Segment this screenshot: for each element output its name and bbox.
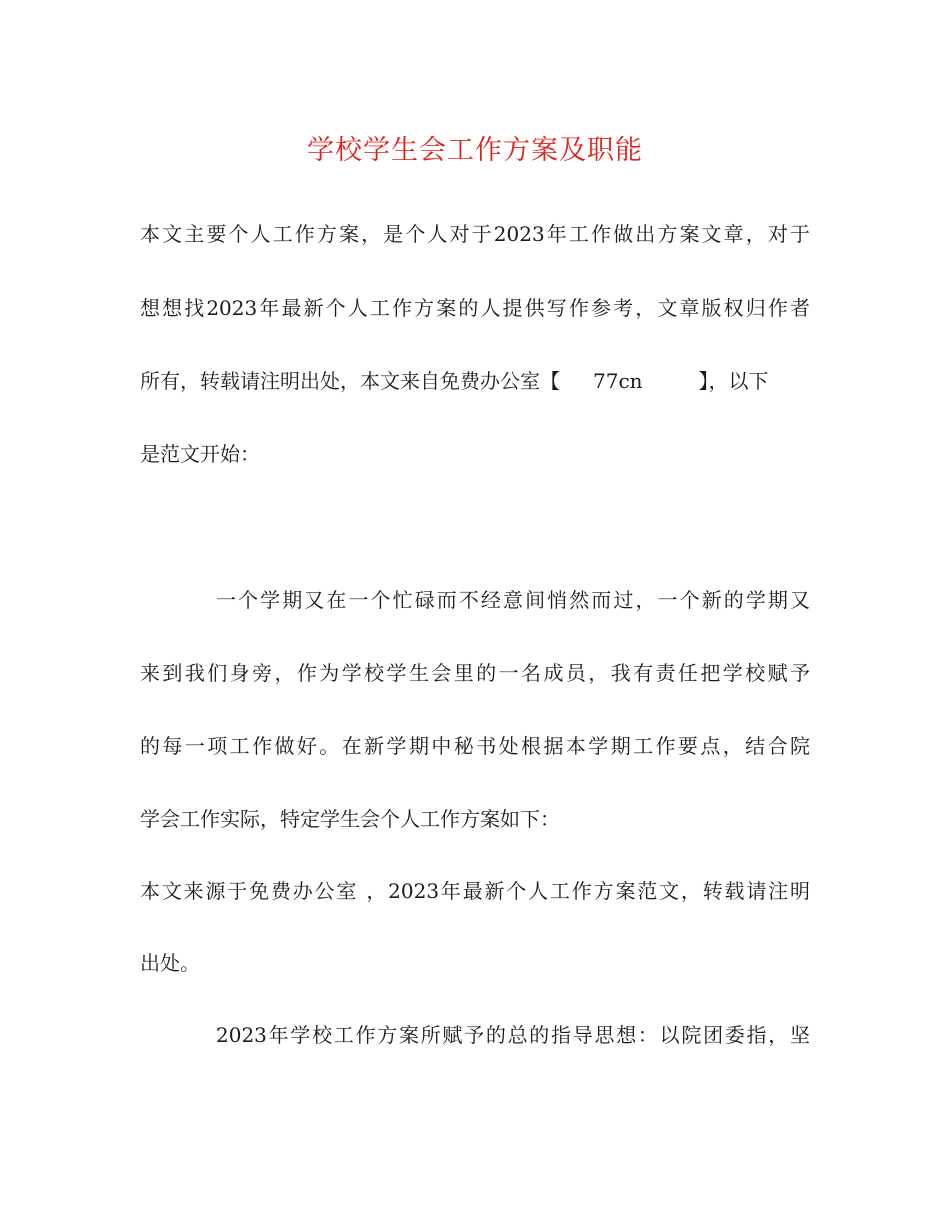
intro-line-3-text: 所有，转载请注明出处，本文来自免费办公室【 xyxy=(140,369,560,393)
intro-line-3 xyxy=(140,367,810,395)
intro-line-1: 本文主要个人工作方案，是个人对于2023年工作做出方案文章，对于 xyxy=(140,222,810,246)
intro-line-3-end: 】，以下 xyxy=(698,369,769,393)
paragraph-1-line-2: 来到我们身旁，作为学校学生会里的一名成员，我有责任把学校赋予 xyxy=(140,661,810,685)
intro-line-4: 是范文开始： xyxy=(140,442,260,466)
source-note-line-2: 出处。 xyxy=(140,951,200,975)
paragraph-1-line-4: 学会工作实际，特定学生会个人工作方案如下： xyxy=(140,807,560,831)
paragraph-1-line-1: 一个学期又在一个忙碌而不经意间悄然而过，一个新的学期又 xyxy=(216,588,810,612)
source-note-line-1: 本文来源于免费办公室 ，2023年最新个人工作方案范文，转载请注明 xyxy=(140,879,810,903)
paragraph-2-line-1: 2023年学校工作方案所赋予的总的指导思想：以院团委指，坚 xyxy=(216,1023,810,1047)
intro-line-2: 想想找2023年最新个人工作方案的人提供写作参考，文章版权归作者 xyxy=(140,296,810,320)
site-code: 77cn xyxy=(593,369,643,393)
document-title: 学校学生会工作方案及职能 xyxy=(307,135,643,166)
paragraph-1-line-3: 的每一项工作做好。在新学期中秘书处根据本学期工作要点，结合院 xyxy=(140,734,810,758)
